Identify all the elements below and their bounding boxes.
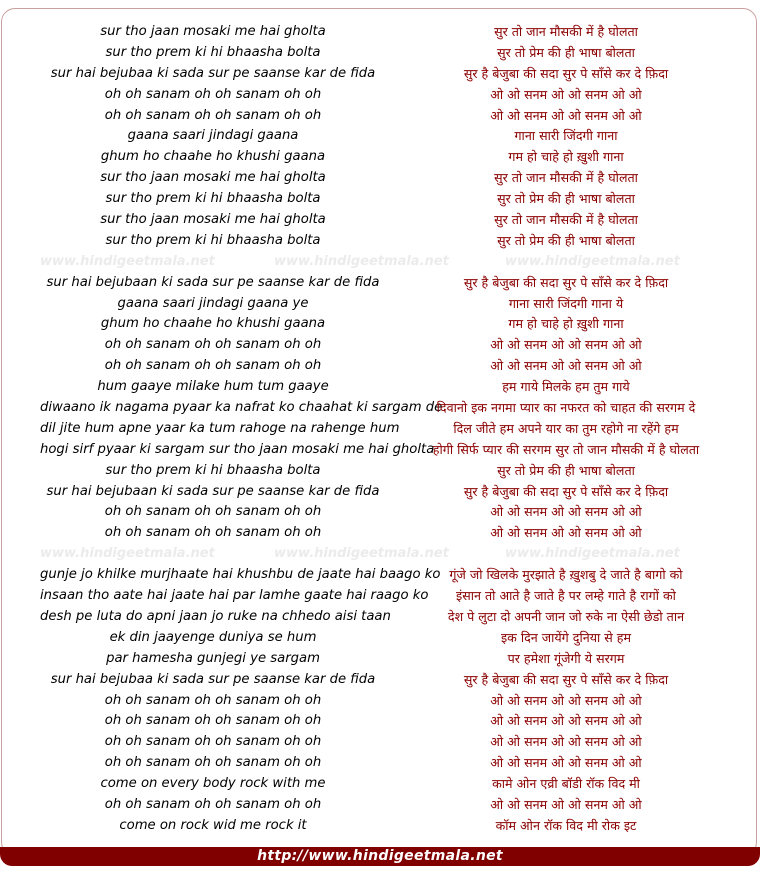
lyric-line [0,461,760,482]
lyric-line [0,753,760,774]
lyric-hindi: सुर तो जान मौसकी में है घोलता [494,170,638,186]
lyric-hindi: ओ ओ सनम ओ ओ सनम ओ ओ [490,734,642,750]
lyric-english: gunje jo khilke murjhaate hai khushbu de jaate hai baago ko [40,567,441,583]
lyric-hindi: सुर तो जान मौसकी में है घोलता [494,212,638,228]
lyric-hindi: ओ ओ सनम ओ ओ सनम ओ ओ [490,525,642,541]
lyric-line [0,294,760,315]
lyric-line [0,335,760,356]
lyric-line [0,377,760,398]
lyric-english: come on every body rock with me [100,776,326,792]
lyric-line [0,64,760,85]
lyric-english: oh oh sanam oh oh sanam oh oh [104,692,322,708]
lyrics-list [0,22,760,837]
lyric-line [0,189,760,210]
lyric-english: sur tho prem ki hi bhaasha bolta [105,191,321,207]
lyric-english: come on rock wid me rock it [119,817,307,833]
lyric-hindi: ओ ओ सनम ओ ओ सनम ओ ओ [490,755,642,771]
lyric-line [0,273,760,294]
lyric-hindi: दिवानो इक नगमा प्यार का नफरत को चाहत की सरगम दे [436,400,696,416]
lyric-hindi: सुर तो जान मौसकी में है घोलता [494,24,638,39]
lyric-hindi: ओ ओ सनम ओ ओ सनम ओ ओ [490,358,642,374]
lyric-hindi: ओ ओ सनम ओ ओ सनम ओ ओ [490,337,642,353]
lyric-hindi: कामे ओन एव्री बॉडी रॉक विद मी [492,776,640,792]
lyric-english: sur hai bejubaan ki sada sur pe saanse kar de fida [46,483,380,499]
lyric-line [0,106,760,127]
footer-url-link[interactable]: http://www.hindigeetmala.net [257,848,503,864]
lyric-hindi: गम हो चाहे हो ख़ुशी गाना [508,149,624,165]
lyric-hindi: कॉम ओन रॉक विद मी रोक इट [495,817,637,833]
lyric-line [0,523,760,544]
lyric-hindi: ओ ओ सनम ओ ओ सनम ओ ओ [490,86,642,102]
watermark-text: www.hindigeetmala.net [505,546,680,562]
lyric-line [0,22,760,43]
lyric-hindi: सुर तो प्रेम की ही भाषा बोलता [497,462,635,478]
lyric-line [0,231,760,252]
lyric-english: sur hai bejubaa ki sada sur pe saanse kar de fida [50,65,376,81]
lyric-english: gaana saari jindagi gaana [127,128,299,144]
lyric-line [0,356,760,377]
lyric-english: oh oh sanam oh oh sanam oh oh [104,713,322,729]
lyric-line [0,774,760,795]
lyric-hindi: ओ ओ सनम ओ ओ सनम ओ ओ [490,692,642,708]
lyric-english: desh pe luta do apni jaan jo ruke na chhedo aisi taan [40,608,391,624]
lyric-line [0,314,760,335]
lyric-hindi: गाना सारी जिंदगी गाना [514,128,618,144]
watermark-text: www.hindigeetmala.net [274,546,449,562]
lyric-english: dil jite hum apne yaar ka tum rahoge na rahenge hum [40,420,400,436]
lyric-hindi: दिल जीते हम अपने यार का तुम रहोगे ना रहेंगे हम [453,420,679,436]
watermark-text: www.hindigeetmala.net [505,253,680,269]
lyric-english: oh oh sanam oh oh sanam oh oh [104,525,322,541]
lyric-hindi: ओ ओ सनम ओ ओ सनम ओ ओ [490,796,642,812]
lyric-english: oh oh sanam oh oh sanam oh oh [104,358,322,374]
lyric-line [0,440,760,461]
lyric-english: sur tho jaan mosaki me hai gholta [100,24,326,39]
lyric-english: insaan tho aate hai jaate hai par lamhe gaate hai raago ko [40,588,429,604]
lyric-hindi: सुर तो प्रेम की ही भाषा बोलता [497,44,635,60]
watermark-row [0,544,760,565]
lyric-english: oh oh sanam oh oh sanam oh oh [104,107,322,123]
lyric-english: ek din jaayenge duniya se hum [109,629,317,645]
lyric-hindi: गूंजे जो खिलके मुरझाते है ख़ुशबु दे जाते है बागो को [449,567,683,583]
lyric-english: sur tho prem ki hi bhaasha bolta [105,462,321,478]
lyric-english: hogi sirf pyaar ki sargam sur tho jaan mosaki me hai gholta [40,441,435,457]
lyric-line [0,795,760,816]
lyric-line [0,732,760,753]
lyric-line [0,816,760,837]
lyric-english: sur tho prem ki hi bhaasha bolta [105,232,321,248]
lyric-english: oh oh sanam oh oh sanam oh oh [104,337,322,353]
lyric-english: gaana saari jindagi gaana ye [117,295,309,311]
lyric-line [0,419,760,440]
lyric-english: ghum ho chaahe ho khushi gaana [100,316,326,332]
watermark-text: www.hindigeetmala.net [40,546,215,562]
watermark-text: www.hindigeetmala.net [274,253,449,269]
lyric-line [0,586,760,607]
lyric-hindi: सुर तो प्रेम की ही भाषा बोलता [497,232,635,248]
lyric-english: sur tho jaan mosaki me hai gholta [100,212,326,228]
lyric-line [0,482,760,503]
lyric-line [0,711,760,732]
lyric-hindi: गम हो चाहे हो ख़ुशी गाना [508,316,624,332]
lyric-hindi: सुर तो प्रेम की ही भाषा बोलता [497,191,635,207]
watermark-text: www.hindigeetmala.net [40,253,215,269]
lyric-line [0,210,760,231]
lyric-line [0,670,760,691]
lyric-english: ghum ho chaahe ho khushi gaana [100,149,326,165]
lyric-line [0,628,760,649]
lyric-line [0,502,760,523]
lyric-english: sur hai bejubaan ki sada sur pe saanse kar de fida [46,274,380,290]
lyric-hindi: गाना सारी जिंदगी गाना ये [508,295,624,311]
watermark-row [0,252,760,273]
lyric-hindi: इक दिन जायेंगे दुनिया से हम [500,629,632,645]
lyric-english: oh oh sanam oh oh sanam oh oh [104,504,322,520]
lyric-line [0,607,760,628]
lyric-line [0,398,760,419]
lyric-hindi: पर हमेशा गूंजेगी ये सरगम [507,650,625,666]
lyric-line [0,691,760,712]
lyric-line [0,126,760,147]
lyric-hindi: सुर है बेजुबा की सदा सुर पे साँसे कर दे फ़िदा [463,671,669,687]
lyric-hindi: होगी सिर्फ प्यार की सरगम सुर तो जान मौसकी में है घोलता [432,441,700,457]
footer-bar [0,847,760,866]
lyric-hindi: सुर है बेजुबा की सदा सुर पे साँसे कर दे फ़िदा [463,274,669,290]
lyric-english: oh oh sanam oh oh sanam oh oh [104,755,322,771]
lyric-hindi: सुर है बेजुबा की सदा सुर पे साँसे कर दे फ़िदा [463,483,669,499]
lyric-english: hum gaaye milake hum tum gaaye [97,379,329,395]
lyric-english: oh oh sanam oh oh sanam oh oh [104,734,322,750]
lyric-hindi: ओ ओ सनम ओ ओ सनम ओ ओ [490,107,642,123]
lyric-hindi: देश पे लुटा दो अपनी जान जो रुके ना ऐसी छेडो तान [447,608,685,624]
lyric-english: sur hai bejubaa ki sada sur pe saanse kar de fida [50,671,376,687]
lyric-line [0,649,760,670]
lyric-line [0,85,760,106]
lyric-english: oh oh sanam oh oh sanam oh oh [104,796,322,812]
lyric-hindi: हम गाये मिलके हम तुम गाये [502,379,630,395]
lyric-hindi: सुर है बेजुबा की सदा सुर पे साँसे कर दे फ़िदा [463,65,669,81]
lyric-line [0,43,760,64]
lyric-line [0,168,760,189]
lyric-hindi: इंसान तो आते है जाते है पर लम्हे गाते है रागों को [456,588,676,604]
lyric-hindi: ओ ओ सनम ओ ओ सनम ओ ओ [490,504,642,520]
lyric-english: diwaano ik nagama pyaar ka nafrat ko chaahat ki sargam de [40,400,443,416]
lyric-english: oh oh sanam oh oh sanam oh oh [104,86,322,102]
lyric-line [0,565,760,586]
lyric-line [0,147,760,168]
lyric-english: sur tho prem ki hi bhaasha bolta [105,44,321,60]
lyric-hindi: ओ ओ सनम ओ ओ सनम ओ ओ [490,713,642,729]
lyric-english: sur tho jaan mosaki me hai gholta [100,170,326,186]
lyric-english: par hamesha gunjegi ye sargam [106,650,320,666]
